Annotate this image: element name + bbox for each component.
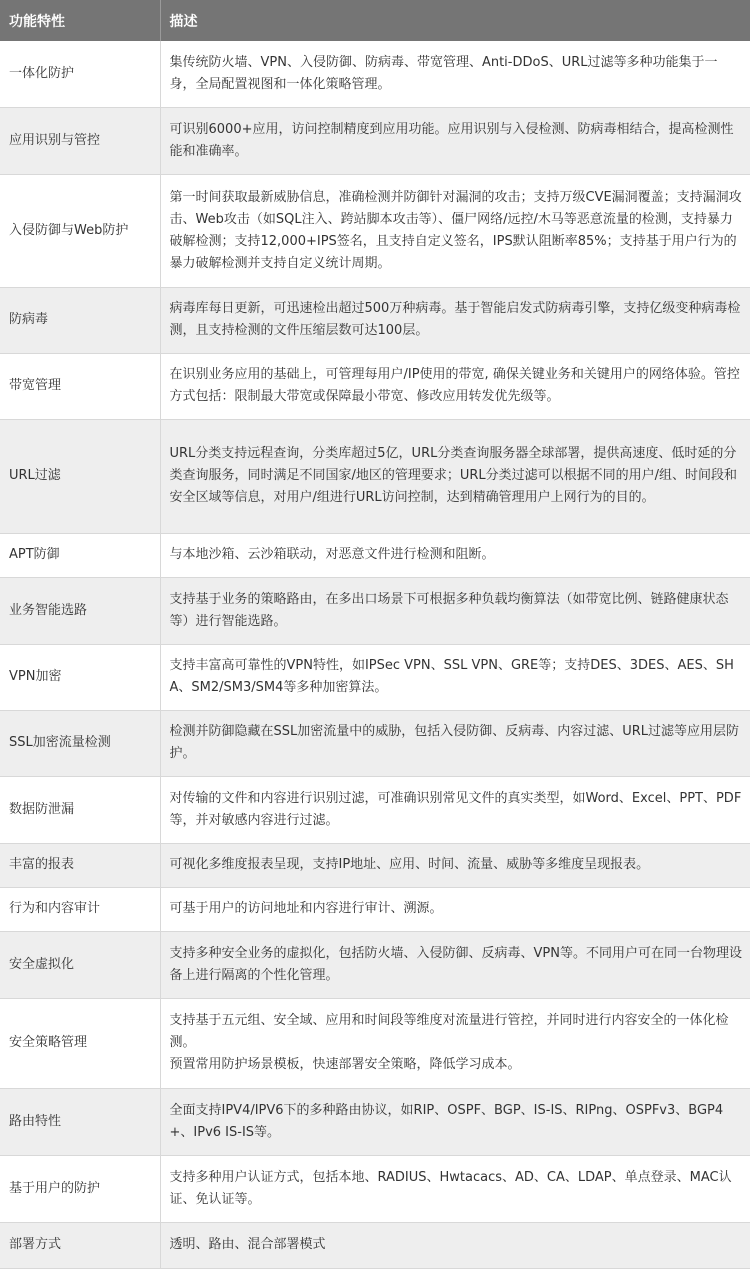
table-row [0, 1222, 750, 1268]
description-text: 支持多种用户认证方式，包括本地、RADIUS、Hwtacacs、AD、CA、LDAP、单点登录、MAC认证、免认证等。 [169, 1169, 732, 1207]
table-body [0, 41, 750, 1268]
feature-cell: SSL加密流量检测 [0, 710, 160, 776]
table-row [0, 776, 750, 843]
description-cell [160, 1088, 750, 1155]
description-text: 与本地沙箱、云沙箱联动，对恶意文件进行检测和阻断。 [169, 547, 495, 562]
table-row [0, 533, 750, 577]
description-text: 病毒库每日更新，可迅速检出超过500万种病毒。基于智能启发式防病毒引擎，支持亿级变种病毒检测，且支持检测的文件压缩层数可达100层。 [169, 301, 741, 338]
description-text: 集传统防火墙、VPN、入侵防御、防病毒、带宽管理、Anti-DDoS、URL过滤等多种功能集于一身，全局配置视图和一体化策略管理。 [169, 54, 718, 92]
description-text: 支持多种安全业务的虚拟化，包括防火墙、入侵防御、反病毒、VPN等。不同用户可在同一台物理设备上进行隔离的个性化管理。 [169, 945, 742, 983]
feature-cell: 数据防泄漏 [0, 776, 160, 843]
feature-cell: 应用识别与管控 [0, 107, 160, 174]
feature-cell: 带宽管理 [0, 353, 160, 419]
feature-cell: 行为和内容审计 [0, 887, 160, 931]
description-cell [160, 644, 750, 710]
table-row [0, 843, 750, 887]
description-text: 可基于用户的访问地址和内容进行审计、溯源。 [169, 901, 443, 916]
table-header [0, 0, 750, 41]
table-row [0, 577, 750, 644]
header-row [0, 0, 750, 41]
description-text: 可视化多维度报表呈现，支持IP地址、应用、时间、流量、威胁等多维度呈现报表。 [169, 857, 650, 872]
table-row [0, 887, 750, 931]
feature-cell: APT防御 [0, 533, 160, 577]
feature-cell: 安全虚拟化 [0, 931, 160, 998]
description-text: 支持丰富高可靠性的VPN特性，如IPSec VPN、SSL VPN、GRE等；支持DES、3DES、AES、SHA、SM2/SM3/SM4等多种加密算法。 [169, 658, 734, 695]
description-cell [160, 710, 750, 776]
description-text: URL分类支持远程查询，分类库超过5亿，URL分类查询服务器全球部署，提供高速度、低时延的分类查询服务，同时满足不同国家/地区的管理要求；URL分类过滤可以根据不同的用户/组、时间段和安全区域等信息，对用户/组进行URL访问控制，达到精确管理用户上网行为的目的。 [169, 446, 738, 505]
description-cell [160, 1222, 750, 1268]
table-row [0, 107, 750, 174]
description-cell [160, 998, 750, 1088]
description-text: 支持基于业务的策略路由，在多出口场景下可根据多种负载均衡算法（如带宽比例、链路健康状态等）进行智能选路。 [169, 591, 729, 629]
table-row [0, 353, 750, 419]
table-row [0, 644, 750, 710]
feature-cell: 基于用户的防护 [0, 1155, 160, 1222]
description-cell [160, 843, 750, 887]
description-text: 透明、路由、混合部署模式 [169, 1237, 326, 1252]
table-row [0, 998, 750, 1088]
description-cell [160, 776, 750, 843]
description-cell [160, 887, 750, 931]
description-text: 对传输的文件和内容进行识别过滤，可准确识别常见文件的真实类型，如Word、Excel、PPT、PDF等，并对敏感内容进行过滤。 [169, 790, 742, 828]
description-cell [160, 577, 750, 644]
description-text: 可识别6000+应用，访问控制精度到应用功能。应用识别与入侵检测、防病毒相结合，提高检测性能和准确率。 [169, 121, 734, 159]
feature-cell: 安全策略管理 [0, 998, 160, 1088]
description-cell [160, 353, 750, 419]
description-cell [160, 287, 750, 353]
description-cell [160, 419, 750, 533]
description-cell [160, 533, 750, 577]
table-row [0, 174, 750, 287]
description-text: 检测并防御隐藏在SSL加密流量中的威胁，包括入侵防御、反病毒、内容过滤、URL过滤等应用层防护。 [169, 724, 740, 761]
table-row [0, 931, 750, 998]
feature-cell: 丰富的报表 [0, 843, 160, 887]
feature-cell: 入侵防御与Web防护 [0, 174, 160, 287]
feature-cell: 防病毒 [0, 287, 160, 353]
feature-cell: 路由特性 [0, 1088, 160, 1155]
description-text: 第一时间获取最新威胁信息，准确检测并防御针对漏洞的攻击；支持万级CVE漏洞覆盖；支持漏洞攻击、Web攻击（如SQL注入、跨站脚本攻击等）、僵尸网络/远控/木马等恶意流量的检测，支持暴力破解检测；支持12,000+IPS签名，且支持自定义签名，IPS默认阻断率85%；支持基于用户行为的暴力破解检测并支持自定义统计周期。 [169, 189, 742, 271]
table-row [0, 1155, 750, 1222]
description-cell [160, 107, 750, 174]
description-text: 支持基于五元组、安全域、应用和时间段等维度对流量进行管控，并同时进行内容安全的一体化检测。 [169, 1013, 729, 1050]
description-cell [160, 174, 750, 287]
table-row [0, 419, 750, 533]
table-row [0, 710, 750, 776]
table-row [0, 1088, 750, 1155]
description-text: 全面支持IPV4/IPV6下的多种路由协议，如RIP、OSPF、BGP、IS-IS、RIPng、OSPFv3、BGP4+、IPv6 IS-IS等。 [169, 1102, 724, 1140]
header-feature: 功能特性 [0, 0, 160, 41]
table-row [0, 287, 750, 353]
feature-cell: URL过滤 [0, 419, 160, 533]
description-cell [160, 1155, 750, 1222]
description-cell [160, 931, 750, 998]
description-text: 预置常用防护场景模板，快速部署安全策略，降低学习成本。 [169, 1057, 521, 1072]
feature-cell: 部署方式 [0, 1222, 160, 1268]
feature-cell: VPN加密 [0, 644, 160, 710]
table-row [0, 41, 750, 107]
feature-cell: 一体化防护 [0, 41, 160, 107]
feature-cell: 业务智能选路 [0, 577, 160, 644]
description-text: 在识别业务应用的基础上，可管理每用户/IP使用的带宽, 确保关键业务和关键用户的网络体验。管控方式包括：限制最大带宽或保障最小带宽、修改应用转发优先级等。 [169, 367, 740, 404]
description-cell [160, 41, 750, 107]
header-description: 描述 [160, 0, 750, 41]
